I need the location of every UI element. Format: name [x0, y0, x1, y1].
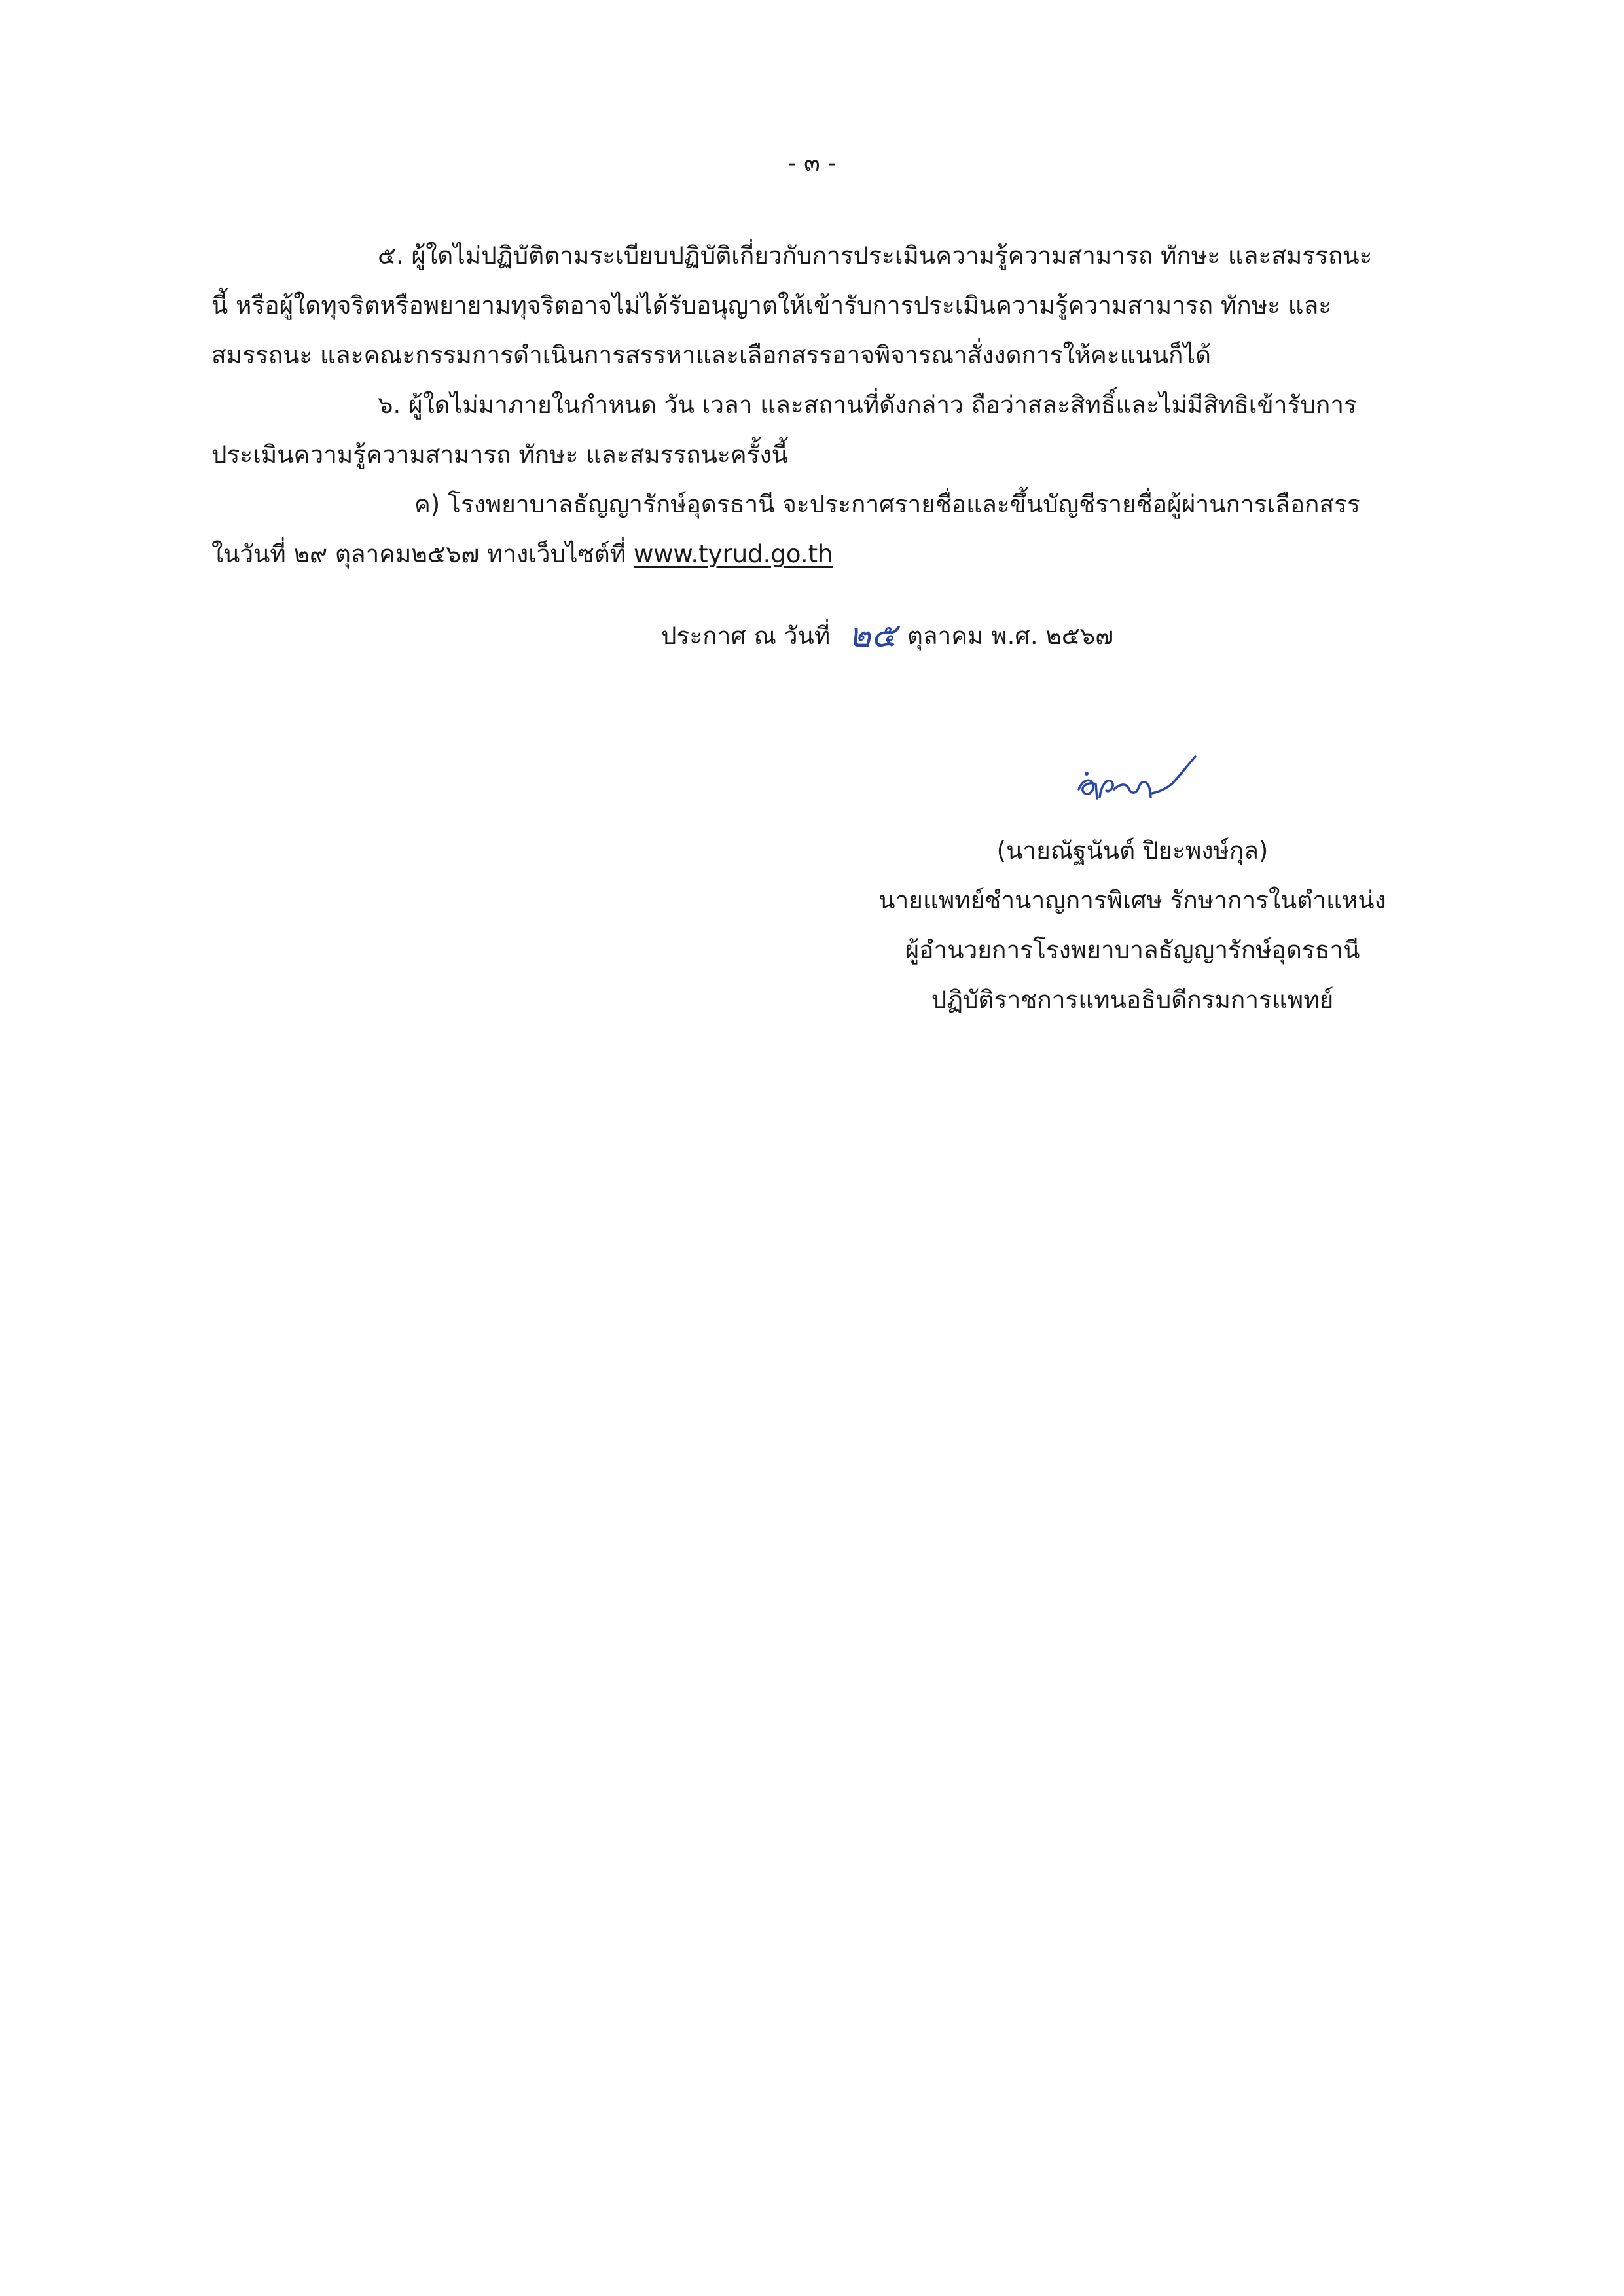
paragraph-6-line-2: ประเมินความรู้ความสามารถ ทักษะ และสมรรถนะครั้งนี้ [211, 440, 788, 469]
page-number: - ๓ - [787, 150, 837, 177]
paragraph-5-line-3: สมรรถนะ และคณะกรรมการดำเนินการสรรหาและเลือกสรรอาจพิจารณาสั่งงดการให้คะแนนก็ได้ [211, 341, 1212, 369]
website-link[interactable]: www.tyrud.go.th [633, 540, 833, 568]
announcement-suffix: ตุลาคม พ.ศ. ๒๕๖๗ [907, 622, 1114, 650]
paragraph-c-line-1: ค) โรงพยาบาลธัญญารักษ์อุดรธานี จะประกาศรายชื่อและขึ้นบัญชีรายชื่อผู้ผ่านการเลือกสรร [414, 490, 1360, 518]
signer-title-line-1: นายแพทย์ชำนาญการพิเศษ รักษาการในตำแหน่ง [878, 886, 1386, 914]
paragraph-5-line-1: ๕. ผู้ใดไม่ปฏิบัติตามระเบียบปฏิบัติเกี่ยวกับการประเมินความรู้ความสามารถ ทักษะ และสมรรถนะ [378, 242, 1373, 270]
signer-title-line-2: ผู้อำนวยการโรงพยาบาลธัญญารักษ์อุดรธานี [905, 936, 1360, 964]
signer-title-line-3: ปฏิบัติราชการแทนอธิบดีกรมการแพทย์ [931, 986, 1334, 1014]
paragraph-c-line-2-text: ในวันที่ ๒๙ ตุลาคม๒๕๖๗ ทางเว็บไซต์ที่ [211, 540, 634, 568]
handwritten-day: ๒๕ [848, 616, 897, 655]
announcement-prefix: ประกาศ ณ วันที่ [661, 622, 831, 650]
handwritten-signature [1074, 751, 1204, 810]
announcement-date-line [661, 616, 1114, 655]
signer-name: (นายณัฐนันต์ ปิยะพงษ์กุล) [996, 836, 1269, 865]
paragraph-5-line-2: นี้ หรือผู้ใดทุจริตหรือพยายามทุจริตอาจไม่ได้รับอนุญาตให้เข้ารับการประเมินความรู้ความสามารถ ทักษะ และ [211, 291, 1332, 319]
paragraph-6-line-1: ๖. ผู้ใดไม่มาภายในกำหนด วัน เวลา และสถานที่ดังกล่าว ถือว่าสละสิทธิ์และไม่มีสิทธิเข้ารับการ [378, 391, 1357, 419]
paragraph-c-line-2 [211, 542, 833, 566]
